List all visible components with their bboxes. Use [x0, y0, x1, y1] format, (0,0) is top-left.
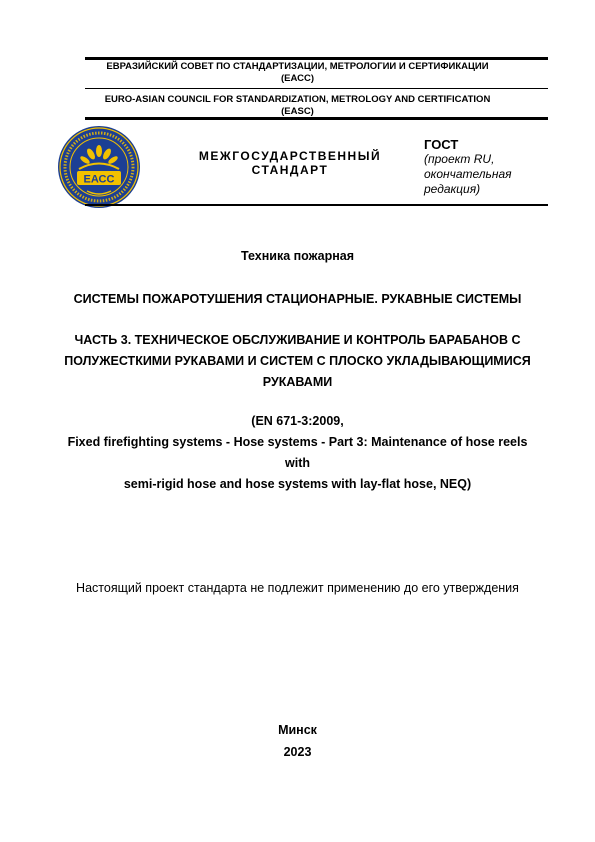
interstate-line2: СТАНДАРТ — [251, 163, 329, 177]
draft-notice: Настоящий проект стандарта не подлежит применению до его утверждения — [76, 581, 519, 595]
gost-note-line3: редакция) — [424, 182, 481, 196]
council-ru-line2: (ЕАСС) — [280, 73, 314, 84]
gost-note-line2: окончательная — [424, 167, 512, 181]
interstate-line1: МЕЖГОСУДАРСТВЕННЫЙ — [198, 149, 382, 163]
en-reference-line1: (EN 671-3:2009, — [251, 414, 344, 428]
interstate-standard-label — [190, 149, 390, 177]
en-reference-line2: Fixed firefighting systems - Hose systems - Part 3: Maintenance of hose reels with — [67, 435, 528, 470]
middle-thin-rule — [85, 88, 548, 89]
subject: Техника пожарная — [240, 249, 355, 263]
year: 2023 — [283, 745, 312, 759]
emblem-text: ЕАСС — [83, 173, 115, 186]
council-en-line1: EURO-ASIAN COUNCIL FOR STANDARDIZATION, METROLOGY AND CERTIFICATION — [104, 94, 491, 105]
top-rule — [85, 57, 548, 60]
document-title: СИСТЕМЫ ПОЖАРОТУШЕНИЯ СТАЦИОНАРНЫЕ. РУКАВНЫЕ СИСТЕМЫ — [73, 292, 522, 306]
part-title — [60, 330, 535, 393]
council-en-line2: (EASC) — [281, 106, 314, 117]
council-ru — [60, 61, 535, 85]
city: Минск — [278, 723, 317, 737]
header-bottom-rule — [85, 204, 548, 206]
gost-label: ГОСТ — [424, 137, 459, 152]
council-ru-line1: ЕВРАЗИЙСКИЙ СОВЕТ ПО СТАНДАРТИЗАЦИИ, МЕТРОЛОГИИ И СЕРТИФИКАЦИИ — [106, 61, 489, 72]
en-reference-line3: semi-rigid hose and hose systems with lay-flat hose, NEQ) — [123, 477, 472, 491]
en-reference — [60, 411, 535, 495]
gost-note-line1: (проект RU, — [424, 152, 495, 166]
part-title-line1: ЧАСТЬ 3. ТЕХНИЧЕСКОЕ ОБСЛУЖИВАНИЕ И КОНТРОЛЬ БАРАБАНОВ С — [74, 333, 521, 347]
part-title-line3: РУКАВАМИ — [262, 375, 333, 389]
header-thick-rule — [85, 117, 548, 120]
gost-designation — [424, 137, 512, 197]
easc-emblem-icon — [57, 125, 141, 209]
part-title-line2: ПОЛУЖЕСТКИМИ РУКАВАМИ И СИСТЕМ С ПЛОСКО УКЛАДЫВАЮЩИМИСЯ — [64, 354, 531, 368]
council-en — [60, 94, 535, 118]
